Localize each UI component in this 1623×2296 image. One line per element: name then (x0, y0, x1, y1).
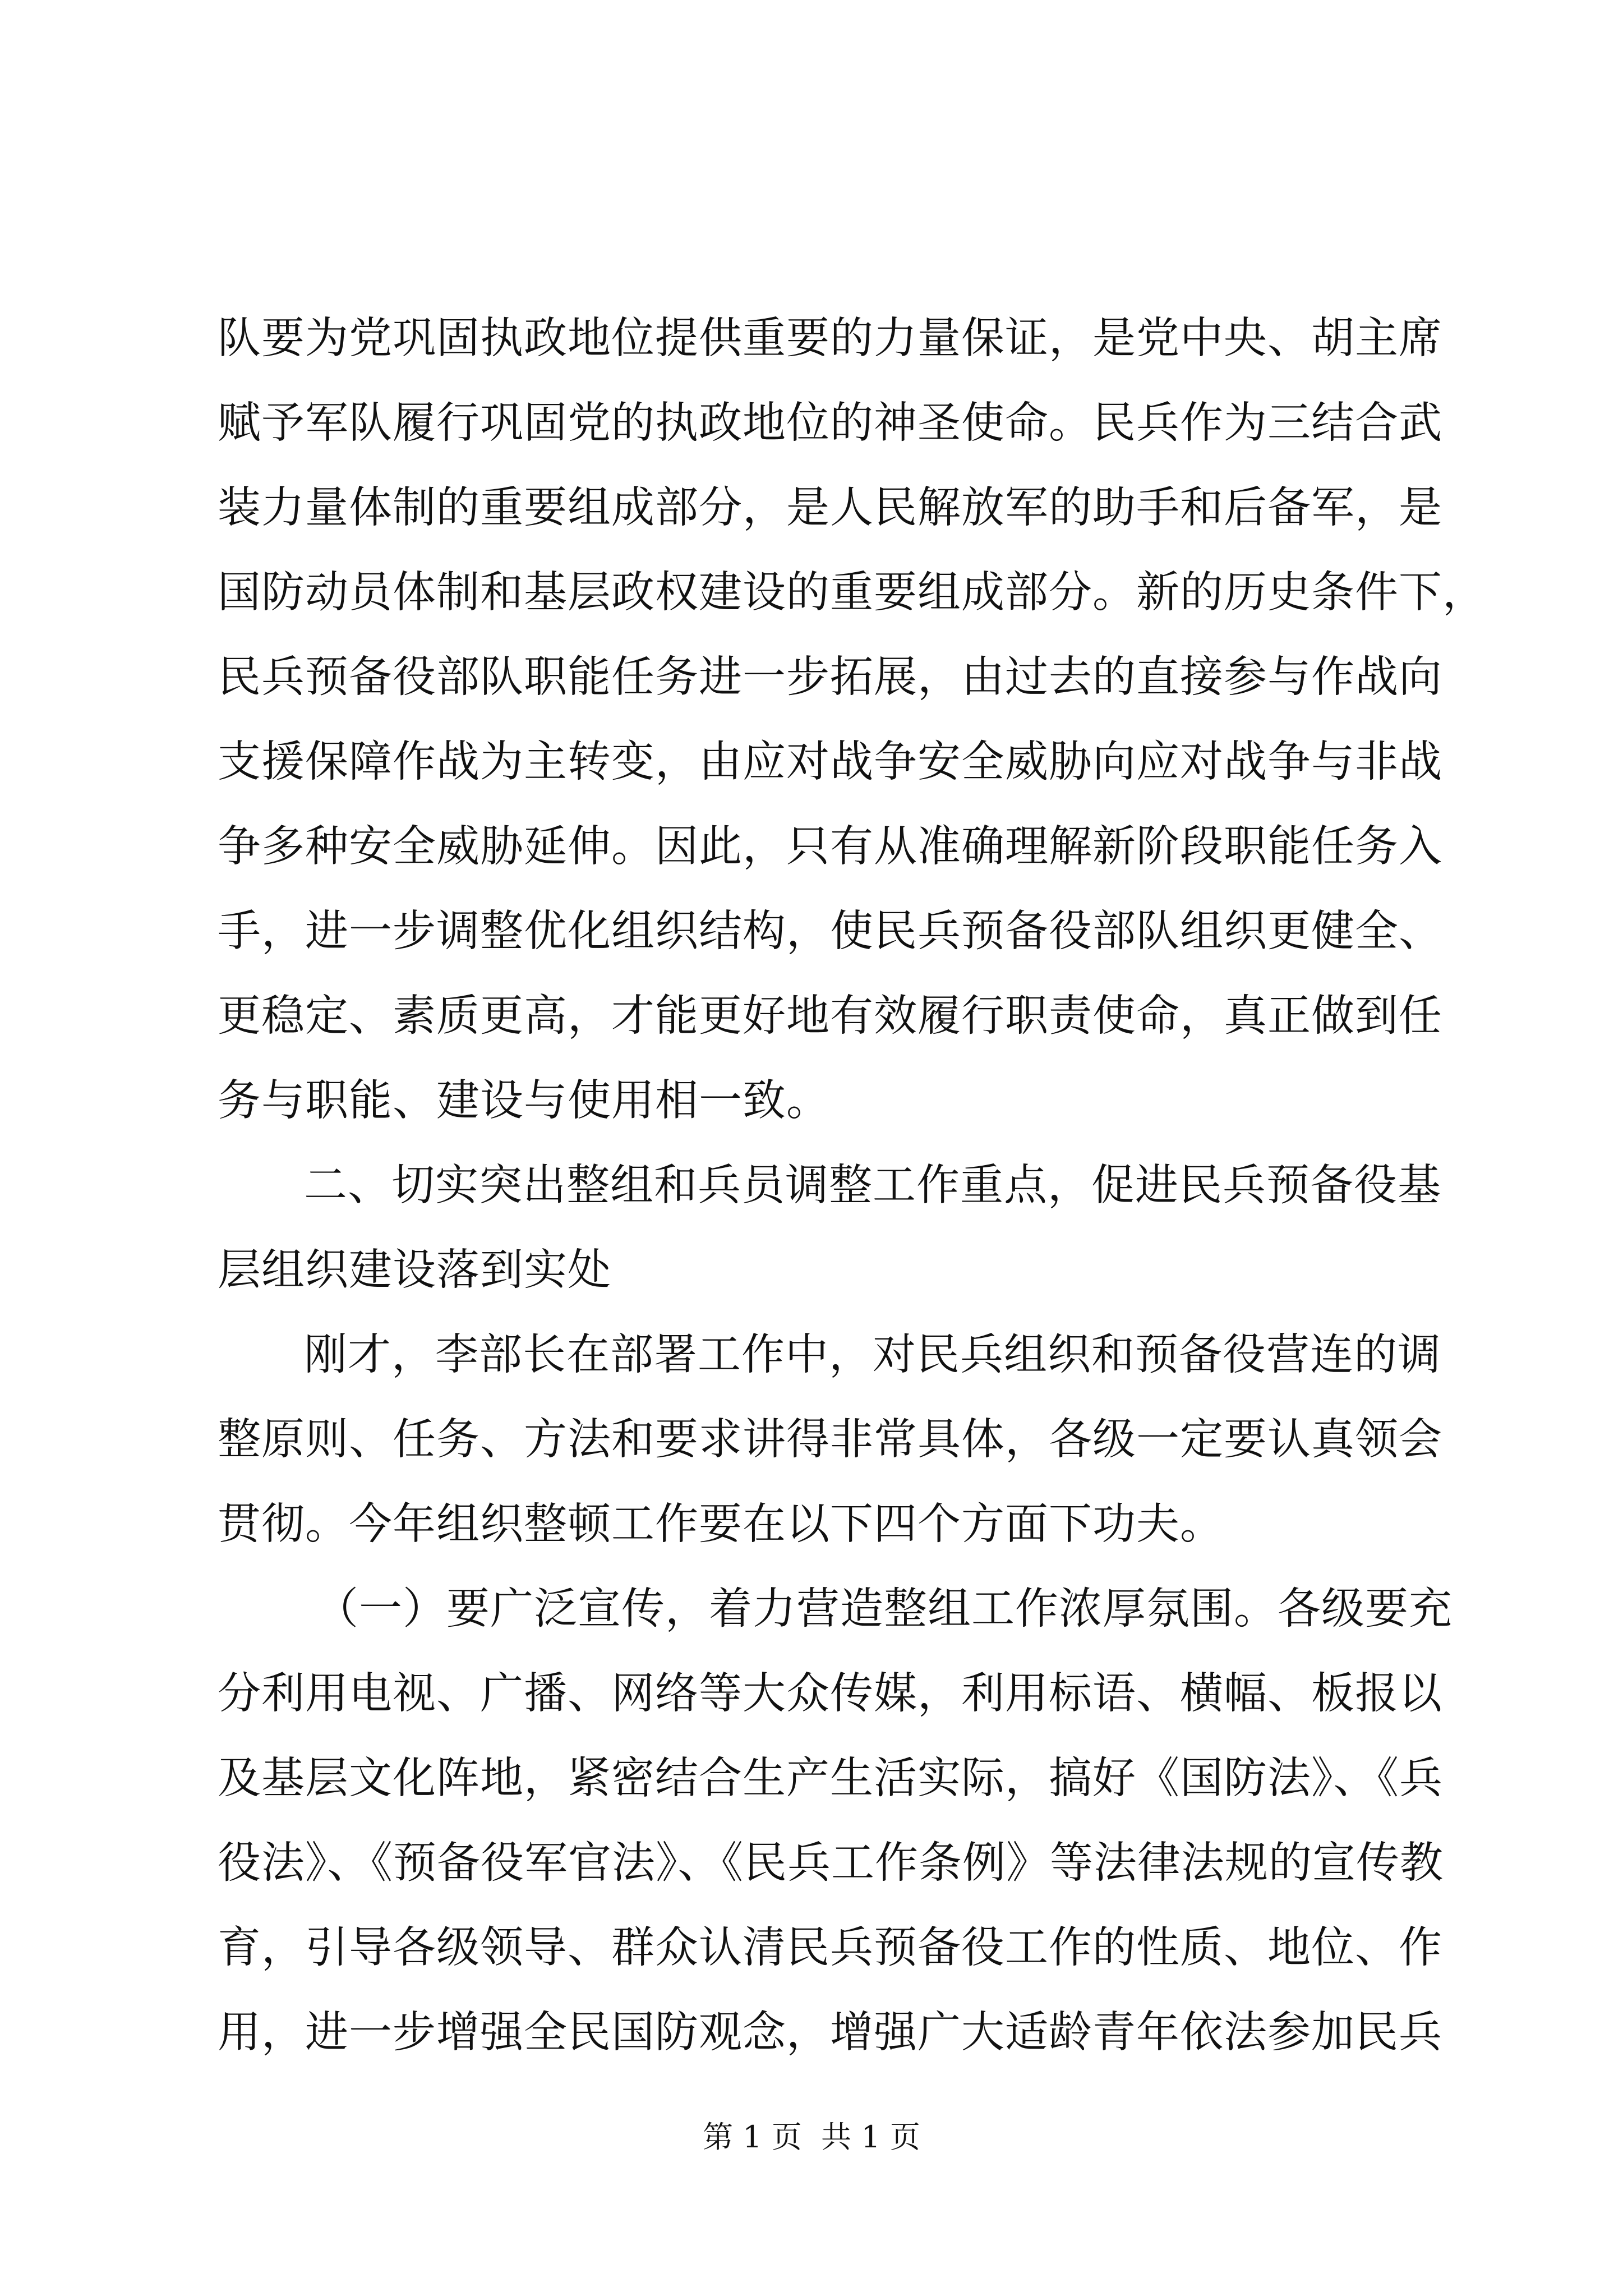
text-line: 队要为党巩固执政地位提供重要的力量保证，是党中央、胡主席 (218, 314, 1442, 364)
text-line: 务与职能、建设与使用相一致。 (218, 1076, 830, 1126)
text-line: 民兵预备役部队职能任务进一步拓展，由过去的直接参与作战向 (218, 652, 1442, 702)
text-line: 役法》、《预备役军官法》、《民兵工作条例》等法律法规的宣传教 (218, 1838, 1444, 1888)
text-line: 装力量体制的重要组成部分，是人民解放军的助手和后备军，是 (218, 483, 1442, 533)
text-line: 赋予军队履行巩固党的执政地位的神圣使命。民兵作为三结合武 (218, 398, 1442, 448)
text-line: 国防动员体制和基层政权建设的重要组成部分。新的历史条件下， (218, 568, 1486, 618)
text-line: 更稳定、素质更高，才能更好地有效履行职责使命，真正做到任 (218, 991, 1442, 1041)
page-number-label: 第 1 页 共 1 页 (703, 2119, 920, 2155)
text-line: 手，进一步调整优化组织结构，使民兵预备役部队组织更健全、 (218, 907, 1442, 956)
text-line: 分利用电视、广播、网络等大众传媒，利用标语、横幅、板报以 (218, 1669, 1442, 1719)
text-line: 贯彻。今年组织整顿工作要在以下四个方面下功夫。 (218, 1499, 1224, 1549)
text-line: 支援保障作战为主转变，由应对战争安全威胁向应对战争与非战 (218, 737, 1442, 787)
text-line: 争多种安全威胁延伸。因此，只有从准确理解新阶段职能任务入 (218, 822, 1442, 872)
page-footer (0, 2115, 1623, 2160)
text-line: （一）要广泛宣传，着力营造整组工作浓厚氛围。各级要充 (315, 1584, 1453, 1634)
section-heading-line: 层组织建设落到实处 (218, 1245, 611, 1295)
text-line: 刚才，李部长在部署工作中，对民兵组织和预备役营连的调 (304, 1330, 1441, 1380)
document-body (218, 296, 1486, 2075)
text-line: 用，进一步增强全民国防观念，增强广大适龄青年依法参加民兵 (218, 2008, 1442, 2058)
text-line: 整原则、任务、方法和要求讲得非常具体，各级一定要认真领会 (218, 1415, 1442, 1465)
section-heading-line: 二、切实突出整组和兵员调整工作重点，促进民兵预备役基 (304, 1161, 1441, 1211)
text-line: 及基层文化阵地，紧密结合生产生活实际，搞好《国防法》、《兵 (218, 1754, 1443, 1803)
text-line: 育，引导各级领导、群众认清民兵预备役工作的性质、地位、作 (218, 1923, 1442, 1973)
